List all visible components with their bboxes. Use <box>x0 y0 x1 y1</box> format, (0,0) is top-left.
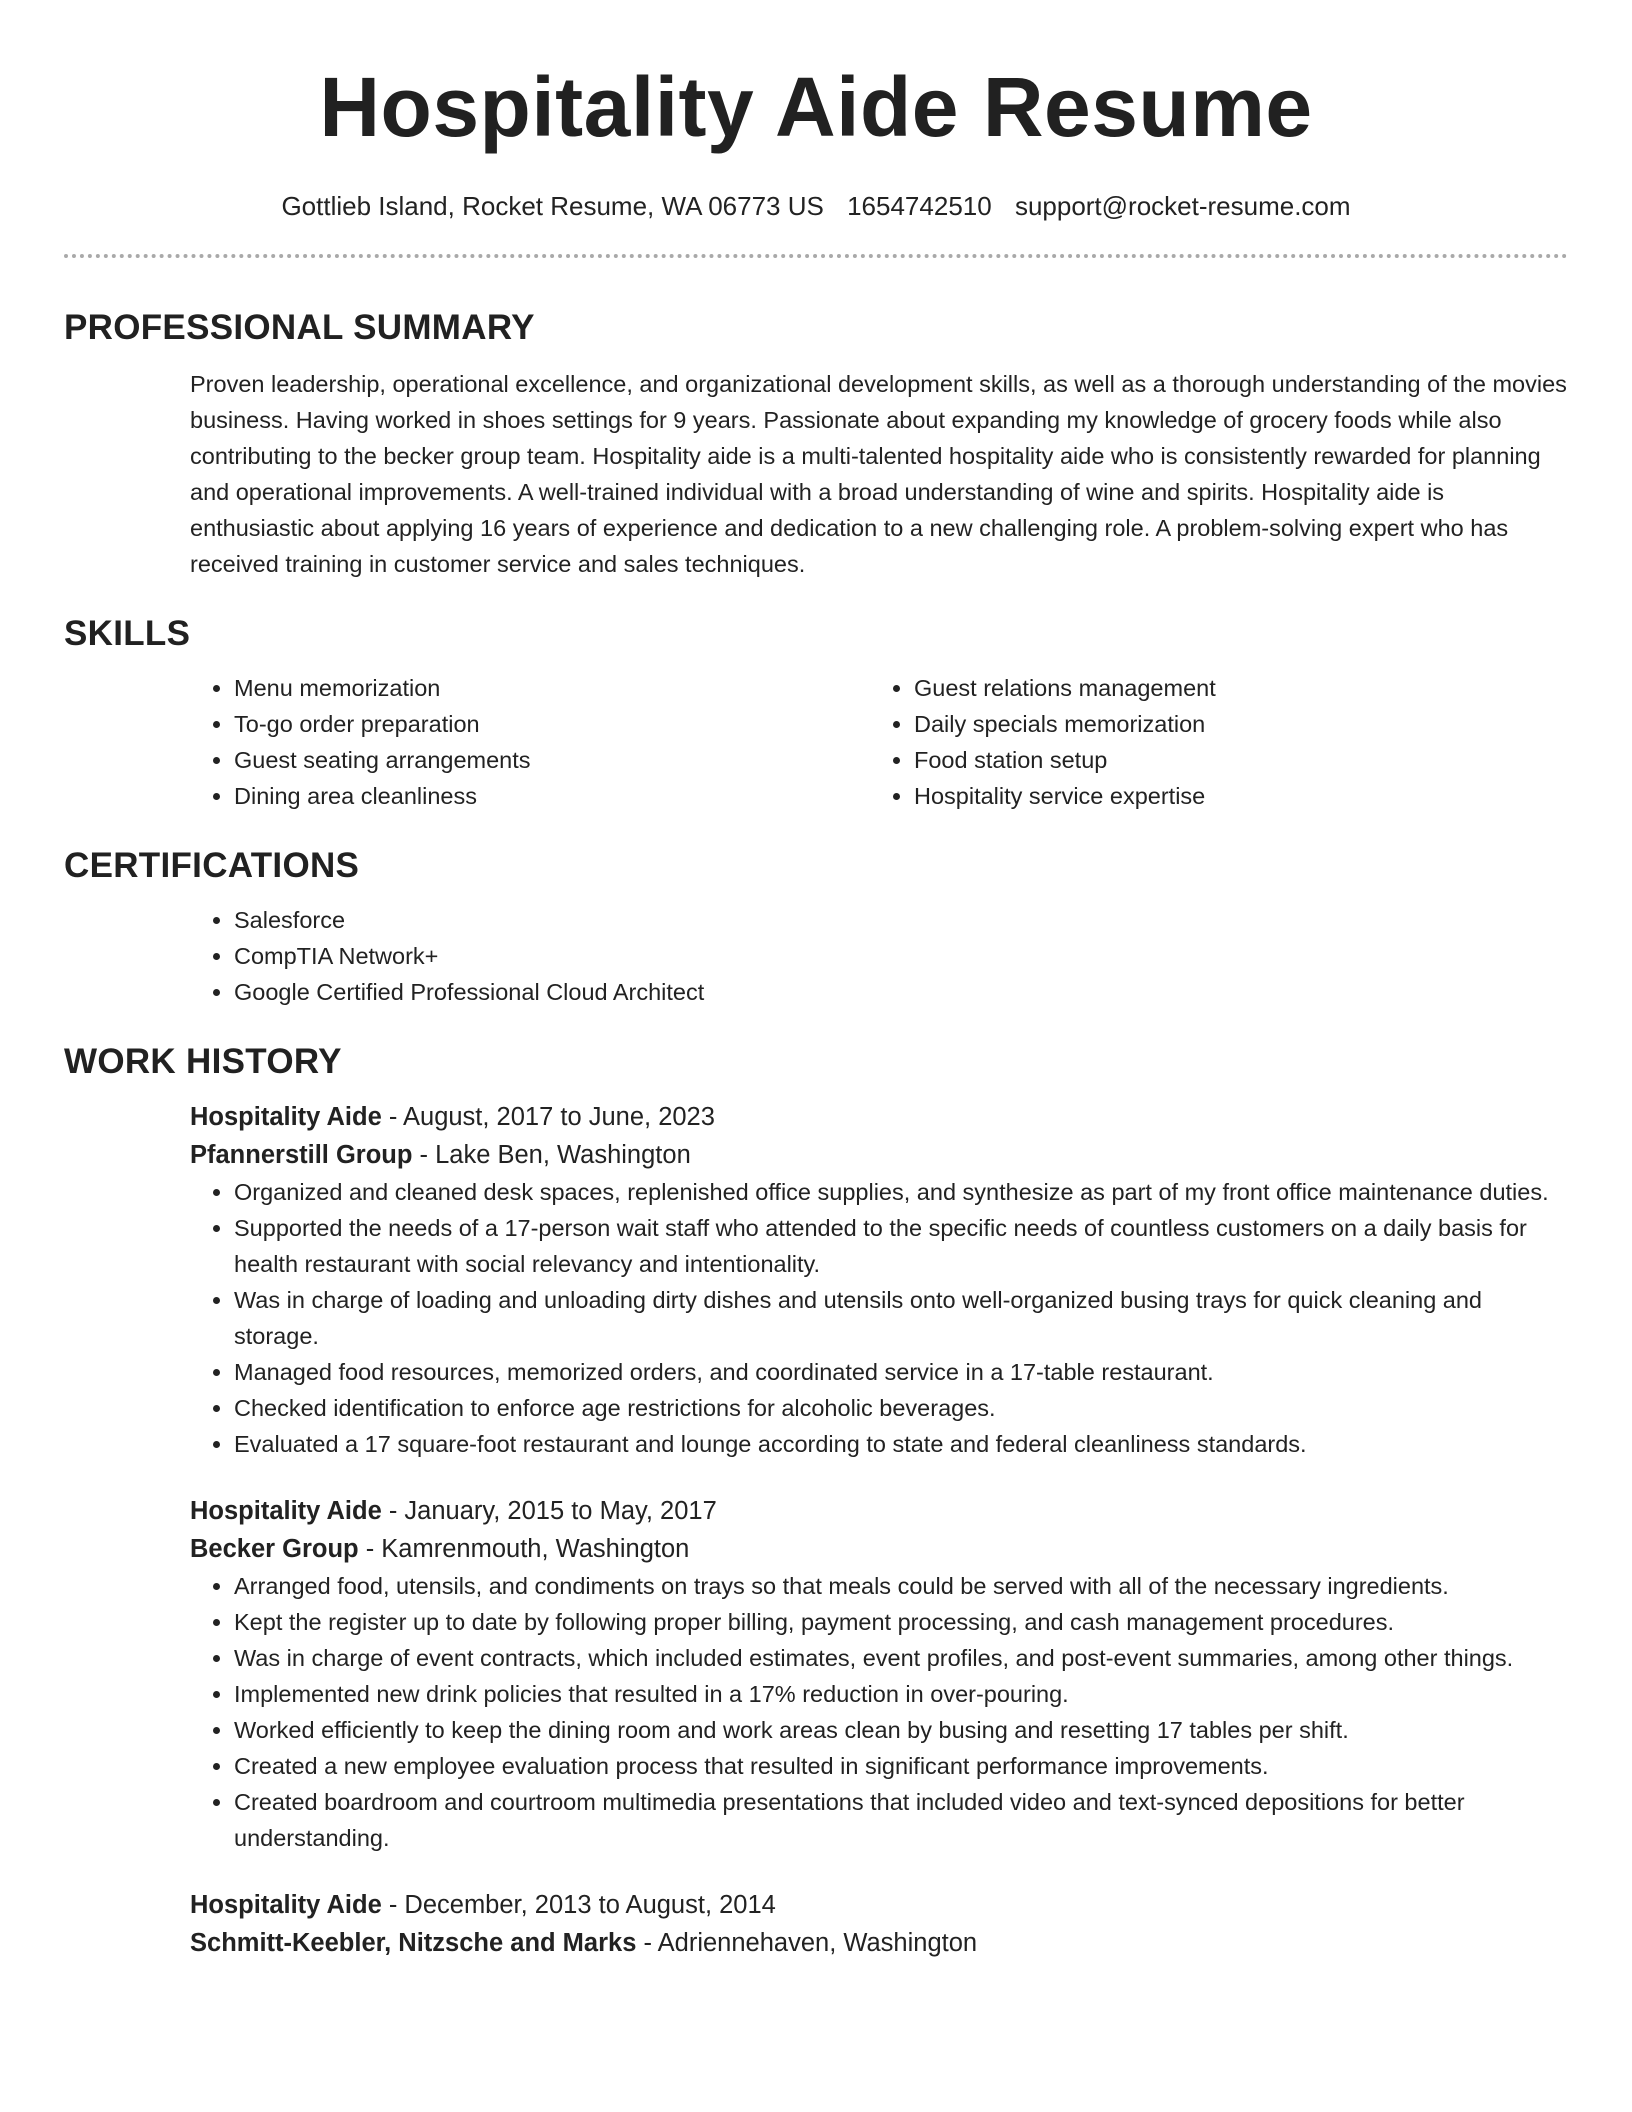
job-bullet: • Arranged food, utensils, and condiments on trays so that meals could be served with all of the necessary ingredients. <box>234 1568 1568 1604</box>
certifications-list <box>190 902 1568 1010</box>
contact-line <box>64 190 1568 222</box>
job-company-line <box>190 1530 1568 1568</box>
job-bullet: • Evaluated a 17 square-foot restaurant and lounge according to state and federal cleanliness standards. <box>234 1426 1568 1462</box>
job-bullet: • Created a new employee evaluation process that resulted in significant performance improvements. <box>234 1748 1568 1784</box>
job-bullet: • Supported the needs of a 17-person wait staff who attended to the specific needs of countless customers on a daily basis for health restaurant with social relevancy and intentionality. <box>234 1210 1568 1282</box>
job-company: Pfannerstill Group <box>190 1141 413 1169</box>
job-company: Schmitt-Keebler, Nitzsche and Marks <box>190 1929 637 1957</box>
skill-item: • Food station setup <box>914 742 1550 778</box>
skill-item: • Guest relations management <box>914 670 1550 706</box>
header-divider <box>64 254 1568 258</box>
skill-item: • Menu memorization <box>234 670 870 706</box>
skills-section <box>64 612 1568 814</box>
job-bullet: • Kept the register up to date by following proper billing, payment processing, and cash management procedures. <box>234 1604 1568 1640</box>
certifications-section <box>64 844 1568 1010</box>
job-title-line <box>190 1886 1568 1924</box>
job-bullet: • Checked identification to enforce age restrictions for alcoholic beverages. <box>234 1390 1568 1426</box>
job-company: Becker Group <box>190 1535 359 1563</box>
job-bullet: • Created boardroom and courtroom multimedia presentations that included video and text-synced depositions for better understanding. <box>234 1784 1568 1856</box>
job-bullets <box>190 1568 1568 1856</box>
job-location: - Adriennehaven, Washington <box>636 1929 978 1957</box>
job-dates: - August, 2017 to June, 2023 <box>381 1103 715 1131</box>
skill-item: • Dining area cleanliness <box>234 778 870 814</box>
certification-item: • Salesforce <box>234 902 1568 938</box>
job-bullet: • Worked efficiently to keep the dining room and work areas clean by busing and resetting 17 tables per shift. <box>234 1712 1568 1748</box>
summary-section <box>64 306 1568 582</box>
job-entry <box>190 1886 1568 1962</box>
contact-phone: 1654742510 <box>847 191 992 221</box>
job-title-line <box>190 1098 1568 1136</box>
job-location: - Kamrenmouth, Washington <box>358 1535 690 1563</box>
job-bullet: • Organized and cleaned desk spaces, replenished office supplies, and synthesize as part of my front office maintenance duties. <box>234 1174 1568 1210</box>
job-bullets <box>190 1174 1568 1462</box>
work-history-heading: WORK HISTORY <box>64 1042 342 1081</box>
job-entry <box>190 1098 1568 1462</box>
skills-list-left <box>190 670 870 814</box>
job-bullet: • Was in charge of event contracts, which included estimates, event profiles, and post-event summaries, among other things. <box>234 1640 1568 1676</box>
job-dates: - December, 2013 to August, 2014 <box>381 1891 776 1919</box>
job-company-line <box>190 1924 1568 1962</box>
job-dates: - January, 2015 to May, 2017 <box>381 1497 717 1525</box>
skill-item: • Daily specials memorization <box>914 706 1550 742</box>
skills-grid <box>190 670 1568 814</box>
job-title: Hospitality Aide <box>190 1103 382 1131</box>
contact-address: Gottlieb Island, Rocket Resume, WA 06773 US <box>281 191 824 221</box>
job-title: Hospitality Aide <box>190 1891 382 1919</box>
work-history-section <box>64 1040 1568 1962</box>
job-title: Hospitality Aide <box>190 1497 382 1525</box>
skills-column-right <box>870 670 1550 814</box>
job-company-line <box>190 1136 1568 1174</box>
job-location: - Lake Ben, Washington <box>412 1141 691 1169</box>
skills-list-right <box>870 670 1550 814</box>
job-bullet: • Implemented new drink policies that resulted in a 17% reduction in over-pouring. <box>234 1676 1568 1712</box>
contact-email: support@rocket-resume.com <box>1014 191 1351 221</box>
job-bullet: • Was in charge of loading and unloading dirty dishes and utensils onto well-organized busing trays for quick cleaning and storage. <box>234 1282 1568 1354</box>
certification-item: • CompTIA Network+ <box>234 938 1568 974</box>
skill-item: • To-go order preparation <box>234 706 870 742</box>
resume-title: Hospitality Aide Resume <box>319 60 1313 154</box>
certifications-heading: CERTIFICATIONS <box>64 846 360 885</box>
job-bullet: • Managed food resources, memorized orders, and coordinated service in a 17-table restaurant. <box>234 1354 1568 1390</box>
skill-item: • Hospitality service expertise <box>914 778 1550 814</box>
skills-column-left <box>190 670 870 814</box>
skills-heading: SKILLS <box>64 614 191 653</box>
summary-text: Proven leadership, operational excellence, and organizational development skills, as well as a thorough understanding of the movies business. Having worked in shoes settings for 9 years. Passionate about expanding my knowledge of grocery foods while also contributing to the becker group team. Hospitality aide is a multi-talented hospitality aide who is consistently rewarded for planning and operational improvements. A well-trained individual with a broad understanding of wine and spirits. Hospitality aide is enthusiastic about applying 16 years of experience and dedication to a new challenging role. A problem-solving expert who has received training in customer service and sales techniques. <box>190 371 1567 577</box>
job-title-line <box>190 1492 1568 1530</box>
skill-item: • Guest seating arrangements <box>234 742 870 778</box>
job-entry <box>190 1492 1568 1856</box>
summary-heading: PROFESSIONAL SUMMARY <box>64 308 535 347</box>
certification-item: • Google Certified Professional Cloud Architect <box>234 974 1568 1010</box>
certifications-list-wrapper <box>190 902 1568 1010</box>
